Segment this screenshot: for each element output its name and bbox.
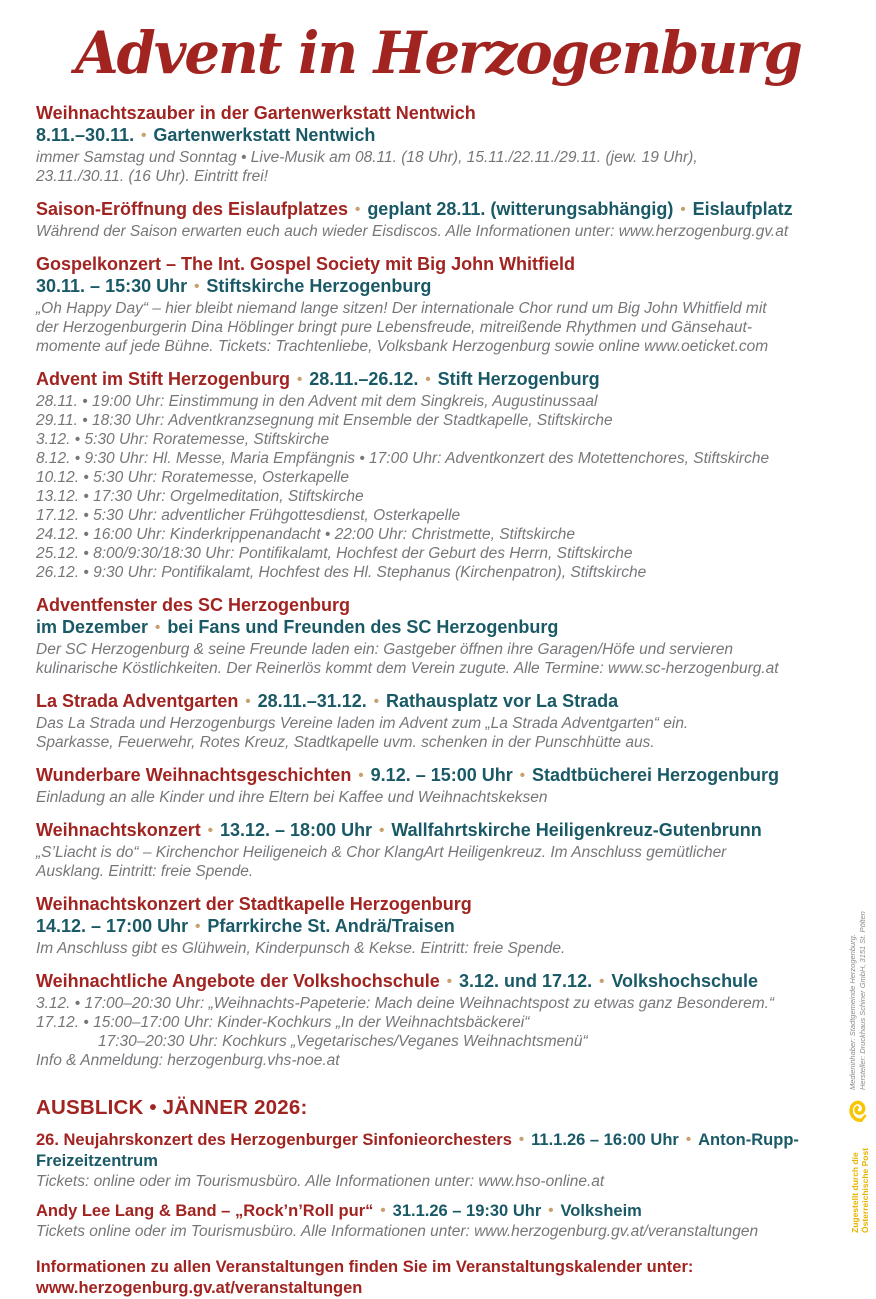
- heading-segment: geplant 28.11. (witterungsabhängig): [367, 199, 674, 219]
- heading-segment: Andy Lee Lang & Band – „Rock’n’Roll pur“: [36, 1202, 374, 1220]
- heading-segment: Wunderbare Weihnachtsgeschichten: [36, 765, 352, 785]
- event-section: [36, 819, 826, 881]
- page-title: Advent in Herzogenburg: [75, 18, 801, 88]
- heading-segment: 30.11. – 15:30 Uhr: [36, 276, 188, 296]
- imprint-column: [848, 911, 868, 1090]
- footer-line-2: www.herzogenburg.gv.at/veranstaltungen: [36, 1279, 363, 1297]
- bullet-separator: •: [358, 767, 364, 784]
- heading-segment: Pfarrkirche St. Andrä/Traisen: [207, 916, 455, 936]
- austrian-post-horn-icon: [845, 1098, 871, 1124]
- section-heading: [36, 102, 826, 124]
- heading-segment: Wallfahrtskirche Heiligenkreuz-Gutenbrunn: [391, 820, 762, 840]
- section-detail: „S’Liacht is do“ – Kirchenchor Heiligeneich & Chor KlangArt Heiligenkreuz. Im Anschluss gemütlicher: [36, 844, 727, 861]
- event-section: [36, 970, 826, 1070]
- section-detail: 3.12. • 17:00–20:30 Uhr: „Weihnachts-Papeterie: Mach deine Weihnachtspost zu etwas ganz Besonderem.“: [36, 995, 775, 1012]
- section-heading: [36, 1130, 826, 1172]
- bullet-separator: •: [425, 371, 431, 388]
- bullet-separator: •: [373, 693, 380, 710]
- heading-segment: Weihnachtszauber in der Gartenwerkstatt Nentwich: [36, 103, 476, 123]
- heading-segment: 14.12. – 17:00 Uhr: [36, 916, 189, 936]
- post-delivery-note: [850, 1148, 870, 1233]
- section-detail: 10.12. • 5:30 Uhr: Roratemesse, Osterkapelle: [36, 469, 349, 486]
- heading-segment: Saison-Eröffnung des Eislaufplatzes: [36, 199, 349, 219]
- bullet-separator: •: [519, 767, 526, 784]
- bullet-separator: •: [195, 918, 201, 935]
- section-heading: [36, 1201, 826, 1222]
- heading-segment: 28.11.–26.12.: [309, 369, 419, 389]
- heading-segment: 3.12. und 17.12.: [459, 971, 593, 991]
- heading-segment: Advent im Stift Herzogenburg: [36, 369, 291, 389]
- section-detail: 26.12. • 9:30 Uhr: Pontifikalamt, Hochfest des Hl. Stephanus (Kirchenpatron), Stiftskirche: [36, 564, 647, 581]
- section-detail: Das La Strada und Herzogenburgs Vereine laden im Advent zum „La Strada Adventgarten“ ein.: [36, 715, 689, 732]
- event-section: [36, 764, 826, 807]
- section-detail: Tickets: online oder im Tourismusbüro. Alle Informationen unter: www.hso-online.at: [36, 1173, 605, 1190]
- bullet-separator: •: [141, 127, 147, 144]
- event-section: [36, 368, 826, 582]
- event-section: [36, 1201, 826, 1241]
- event-section: [36, 198, 826, 241]
- bullet-separator: •: [207, 822, 213, 839]
- heading-segment: im Dezember: [36, 617, 149, 637]
- section-detail: Ausklang. Eintritt: freie Spende.: [36, 863, 254, 880]
- post-delivery-line-2: Österreichische Post: [860, 1147, 870, 1233]
- bullet-separator: •: [297, 371, 303, 388]
- heading-segment: Weihnachtskonzert der Stadtkapelle Herzogenburg: [36, 894, 472, 914]
- heading-segment: 28.11.–31.12.: [257, 691, 367, 711]
- section-heading: [36, 690, 826, 714]
- heading-segment: Rathausplatz vor La Strada: [386, 691, 619, 711]
- bullet-separator: •: [155, 619, 161, 636]
- bullet-separator: •: [548, 1202, 554, 1219]
- section-detail: 17.12. • 15:00–17:00 Uhr: Kinder-Kochkurs „In der Weihnachtsbäckerei“: [36, 1014, 530, 1031]
- section-detail: kulinarische Köstlichkeiten. Der Reinerlös kommt dem Verein zugute. Alle Termine: www.sc-herzogenburg.at: [36, 660, 779, 677]
- footer-line-1: Informationen zu allen Veranstaltungen finden Sie im Veranstaltungskalender unter:: [36, 1258, 694, 1276]
- bullet-separator: •: [518, 1131, 525, 1148]
- section-heading: [36, 915, 826, 939]
- section-heading: [36, 970, 826, 994]
- heading-segment: Volksheim: [560, 1202, 642, 1220]
- section-detail: 3.12. • 5:30 Uhr: Roratemesse, Stiftskirche: [36, 431, 330, 448]
- bullet-separator: •: [245, 693, 251, 710]
- section-heading: [36, 764, 826, 788]
- heading-segment: Volkshochschule: [611, 971, 759, 991]
- heading-segment: Gartenwerkstatt Nentwich: [153, 125, 376, 145]
- section-detail: Einladung an alle Kinder und ihre Eltern bei Kaffee und Weihnachtskeksen: [36, 789, 548, 806]
- event-section: [36, 253, 826, 356]
- event-section: [36, 1130, 826, 1191]
- section-detail: Sparkasse, Feuerwehr, Rotes Kreuz, Stadtkapelle uvm. schenken in der Punschhütte aus.: [36, 734, 655, 751]
- heading-segment: Anton-Rupp-Freizeitzentrum: [36, 1131, 799, 1170]
- section-detail: 25.12. • 8:00/9:30/18:30 Uhr: Pontifikalamt, Hochfest der Geburt des Herrn, Stiftskirche: [36, 545, 633, 562]
- section-detail: „Oh Happy Day“ – hier bleibt niemand lange sitzen! Der internationale Chor rund um Big John Whitfield mit: [36, 300, 767, 317]
- heading-segment: Weihnachtliche Angebote der Volkshochschule: [36, 971, 440, 991]
- section-detail: der Herzogenburgerin Dina Höblinger bringt pure Lebensfreude, mitreißende Rhythmen und Gänsehaut-: [36, 319, 753, 336]
- heading-segment: 11.1.26 – 16:00 Uhr: [531, 1131, 679, 1149]
- bullet-separator: •: [355, 201, 361, 218]
- bullet-separator: •: [194, 278, 200, 295]
- heading-segment: Adventfenster des SC Herzogenburg: [36, 595, 351, 615]
- section-detail: Info & Anmeldung: herzogenburg.vhs-noe.at: [36, 1052, 340, 1069]
- outlook-block: [36, 1096, 826, 1241]
- bullet-separator: •: [379, 822, 385, 839]
- section-detail: 8.12. • 9:30 Uhr: Hl. Messe, Maria Empfängnis • 17:00 Uhr: Adventkonzert des Motettenchores, Stiftskirche: [36, 450, 770, 467]
- bullet-separator: •: [685, 1131, 692, 1148]
- heading-segment: Stiftskirche Herzogenburg: [206, 276, 432, 296]
- heading-segment: Weihnachtskonzert: [36, 820, 201, 840]
- outlook-title: AUSBLICK • JÄNNER 2026:: [36, 1096, 308, 1119]
- heading-segment: Stift Herzogenburg: [437, 369, 600, 389]
- section-detail: 17.12. • 5:30 Uhr: adventlicher Frühgottesdienst, Osterkapelle: [36, 507, 461, 524]
- heading-segment: 9.12. – 15:00 Uhr: [370, 765, 513, 785]
- section-detail: 23.11./30.11. (16 Uhr). Eintritt frei!: [36, 168, 269, 185]
- section-heading: [36, 124, 826, 148]
- bullet-separator: •: [380, 1202, 386, 1219]
- imprint-publisher: Medieninhaber: Stadtgemeinde Herzogenburg.: [848, 934, 857, 1090]
- section-detail: 13.12. • 17:30 Uhr: Orgelmeditation, Stiftskirche: [36, 488, 364, 505]
- section-heading: [36, 594, 826, 616]
- heading-segment: Eislaufplatz: [692, 199, 793, 219]
- event-section: [36, 893, 826, 958]
- post-delivery-line-1: Zugestellt durch die: [850, 1152, 860, 1233]
- heading-segment: 26. Neujahrskonzert des Herzogenburger Sinfonieorchesters: [36, 1131, 512, 1149]
- heading-segment: Stadtbücherei Herzogenburg: [532, 765, 780, 785]
- section-detail: 29.11. • 18:30 Uhr: Adventkranzsegnung mit Ensemble der Stadtkapelle, Stiftskirche: [36, 412, 613, 429]
- heading-segment: Gospelkonzert – The Int. Gospel Society mit Big John Whitfield: [36, 254, 576, 274]
- section-detail: Im Anschluss gibt es Glühwein, Kinderpunsch & Kekse. Eintritt: freie Spende.: [36, 940, 566, 957]
- event-section: [36, 102, 826, 186]
- heading-segment: bei Fans und Freunden des SC Herzogenburg: [167, 617, 559, 637]
- section-detail: Während der Saison erwarten euch auch wieder Eisdiscos. Alle Informationen unter: www.herzogenburg.gv.at: [36, 223, 789, 240]
- section-heading: [36, 368, 826, 392]
- bullet-separator: •: [446, 973, 453, 990]
- footer-note: [36, 1257, 826, 1299]
- bullet-separator: •: [680, 201, 686, 218]
- section-detail: Tickets online oder im Tourismusbüro. Alle Informationen unter: www.herzogenburg.gv.at/veranstaltungen: [36, 1223, 759, 1240]
- section-detail: 17:30–20:30 Uhr: Kochkurs „Vegetarisches/Veganes Weihnachtsmenü“: [98, 1033, 588, 1050]
- event-section: [36, 594, 826, 678]
- outlook-events-container: [36, 1130, 826, 1241]
- section-heading: [36, 893, 826, 915]
- section-detail: Der SC Herzogenburg & seine Freunde laden ein: Gastgeber öffnen ihre Garagen/Höfe und servieren: [36, 641, 734, 658]
- content-column: [0, 102, 876, 1299]
- section-heading: [36, 275, 826, 299]
- bullet-separator: •: [599, 973, 605, 990]
- event-section: [36, 690, 826, 752]
- heading-segment: 8.11.–30.11.: [36, 125, 135, 145]
- heading-segment: 31.1.26 – 19:30 Uhr: [392, 1202, 542, 1220]
- sections-container: [36, 102, 826, 1070]
- section-detail: 24.12. • 16:00 Uhr: Kinderkrippenandacht • 22:00 Uhr: Christmette, Stiftskirche: [36, 526, 575, 543]
- heading-segment: La Strada Adventgarten: [36, 691, 239, 711]
- section-detail: immer Samstag und Sonntag • Live-Musik am 08.11. (18 Uhr), 15.11./22.11./29.11. (jew. 19 Uhr),: [36, 149, 698, 166]
- section-heading: [36, 198, 826, 222]
- imprint-producer: Hersteller: Druckhaus Schiner GmbH, 3151 St. Pölten: [858, 911, 867, 1090]
- heading-segment: 13.12. – 18:00 Uhr: [219, 820, 373, 840]
- section-detail: momente auf jede Bühne. Tickets: Trachtenliebe, Volksbank Herzogenburg sowie online www.oeticket.com: [36, 338, 769, 355]
- section-heading: [36, 616, 826, 640]
- section-detail: 28.11. • 19:00 Uhr: Einstimmung in den Advent mit dem Singkreis, Augustinussaal: [36, 393, 598, 410]
- section-heading: [36, 253, 826, 275]
- section-heading: [36, 819, 826, 843]
